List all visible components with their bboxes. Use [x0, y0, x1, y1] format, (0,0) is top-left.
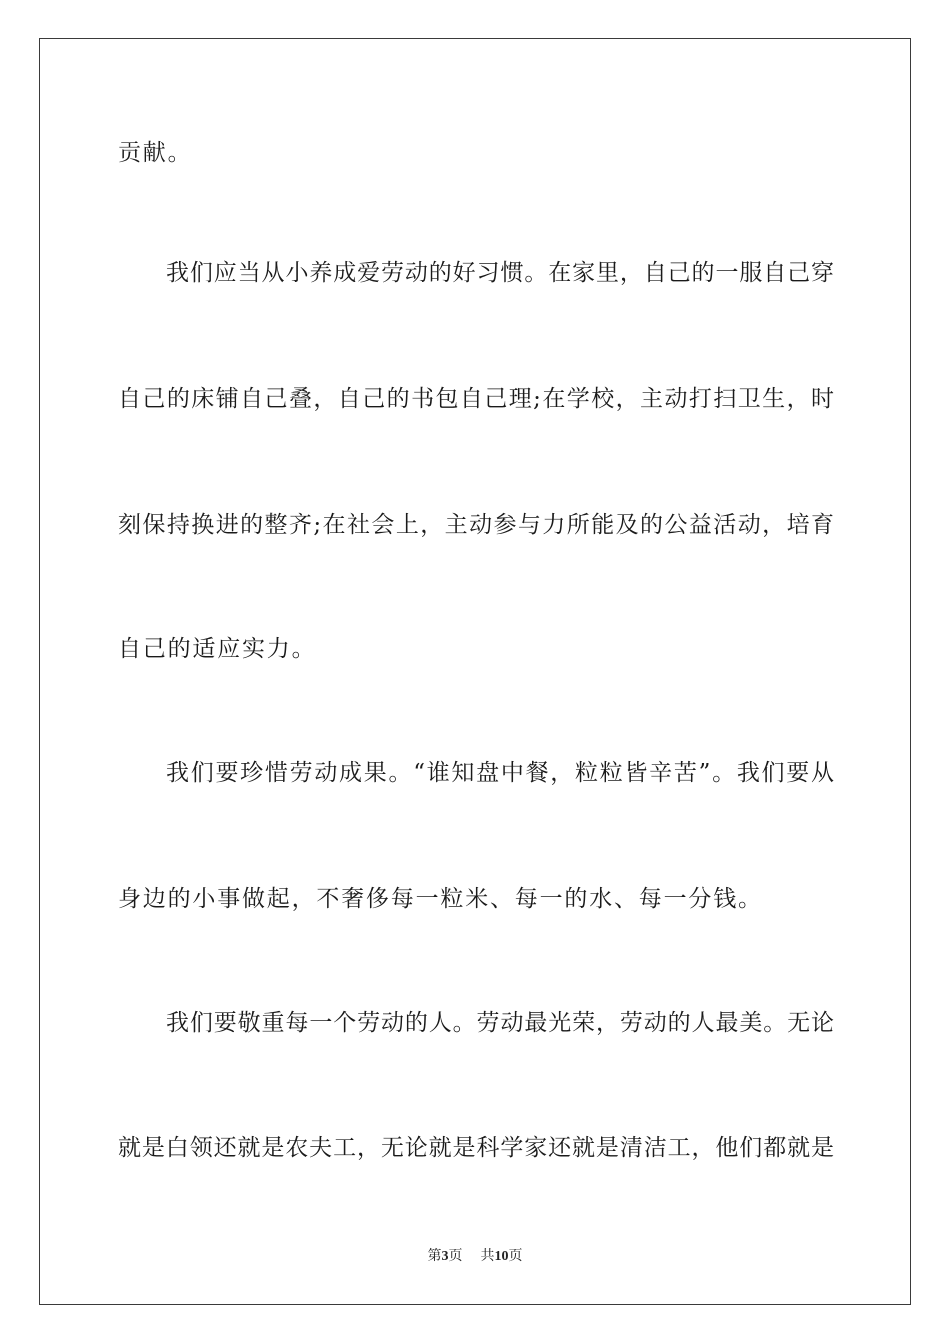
text-line: 身边的小事做起，不奢侈每一粒米、每一的水、每一分钱。 — [118, 886, 763, 912]
page-border — [39, 38, 911, 1305]
page-footer — [0, 1248, 950, 1266]
total-prefix: 共 — [480, 1249, 495, 1264]
text-line: 自己的适应实力。 — [118, 636, 317, 662]
text-line: 自己的床铺自己叠，自己的书包自己理;在学校，主动打扫卫生，时 — [118, 386, 834, 412]
text-line: 我们要珍惜劳动成果。“谁知盘中餐，粒粒皆辛苦”。我们要从 — [166, 760, 834, 786]
text-line: 我们要敬重每一个劳动的人。劳动最光荣，劳动的人最美。无论 — [166, 1010, 834, 1036]
text-line: 刻保持换进的整齐;在社会上，主动参与力所能及的公益活动，培育 — [118, 512, 834, 538]
page-prefix: 第 — [427, 1249, 442, 1264]
text-line: 就是白领还就是农夫工，无论就是科学家还就是清洁工，他们都就是 — [118, 1135, 834, 1161]
total-pages: 10 — [494, 1249, 509, 1264]
text-line: 我们应当从小养成爱劳动的好习惯。在家里，自己的一服自己穿 — [166, 260, 834, 286]
page-suffix: 页 — [448, 1249, 463, 1264]
total-suffix: 页 — [508, 1249, 523, 1264]
text-line: 贡献。 — [118, 140, 193, 166]
page-number: 3 — [441, 1249, 449, 1264]
